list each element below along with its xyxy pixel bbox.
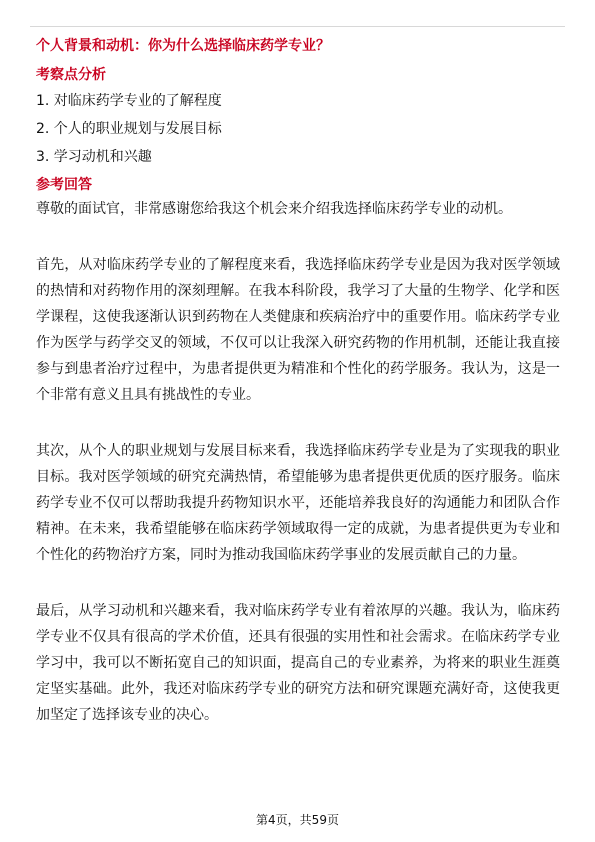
- paragraph-gap: [36, 222, 560, 252]
- answer-paragraph-first: 首先，从对临床药学专业的了解程度来看，我选择临床药学专业是因为我对医学领域的热情和对药物作用的深刻理解。在我本科阶段，我学习了大量的生物学、化学和医学课程，这使我逐渐认识到药物在人类健康和疾病治疗中的重要作用。临床药学专业作为医学与药学交叉的领域，不仅可以让我深入研究药物的作用机制，还能让我直接参与到患者治疗过程中，为患者提供更为精准和个性化的药学服务。我认为，这是一个非常有意义且具有挑战性的专业。: [36, 257, 560, 403]
- paragraph-gap: [36, 408, 560, 438]
- answer-heading: 参考回答: [36, 177, 92, 193]
- analysis-point-3: 3. 学习动机和兴趣: [36, 149, 152, 165]
- answer-paragraph-last: 最后，从学习动机和兴趣来看，我对临床药学专业有着浓厚的兴趣。我认为，临床药学专业不仅具有很高的学术价值，还具有很强的实用性和社会需求。在临床药学专业学习中，我可以不断拓宽自己的知识面，提高自己的专业素养，为将来的职业生涯奠定坚实基础。此外，我还对临床药学专业的研究方法和研究课题充满好奇，这使我更加坚定了选择该专业的决心。: [36, 603, 560, 723]
- page-footer: 第4页，共59页: [256, 813, 339, 827]
- page-content: [36, 34, 560, 728]
- analysis-point-1: 1. 对临床药学专业的了解程度: [36, 93, 222, 109]
- header-rule: [30, 26, 565, 27]
- question-title: 个人背景和动机：你为什么选择临床药学专业？: [36, 38, 330, 54]
- analysis-point-2: 2. 个人的职业规划与发展目标: [36, 121, 222, 137]
- analysis-heading: 考察点分析: [36, 67, 106, 83]
- answer-paragraph-intro: 尊敬的面试官，非常感谢您给我这个机会来介绍我选择临床药学专业的动机。: [36, 201, 512, 217]
- paragraph-gap: [36, 568, 560, 598]
- answer-paragraph-second: 其次，从个人的职业规划与发展目标来看，我选择临床药学专业是为了实现我的职业目标。我对医学领域的研究充满热情，希望能够为患者提供更优质的医疗服务。临床药学专业不仅可以帮助我提升药物知识水平，还能培养我良好的沟通能力和团队合作精神。在未来，我希望能够在临床药学领域取得一定的成就，为患者提供更为专业和个性化的药物治疗方案，同时为推动我国临床药学事业的发展贡献自己的力量。: [36, 443, 560, 563]
